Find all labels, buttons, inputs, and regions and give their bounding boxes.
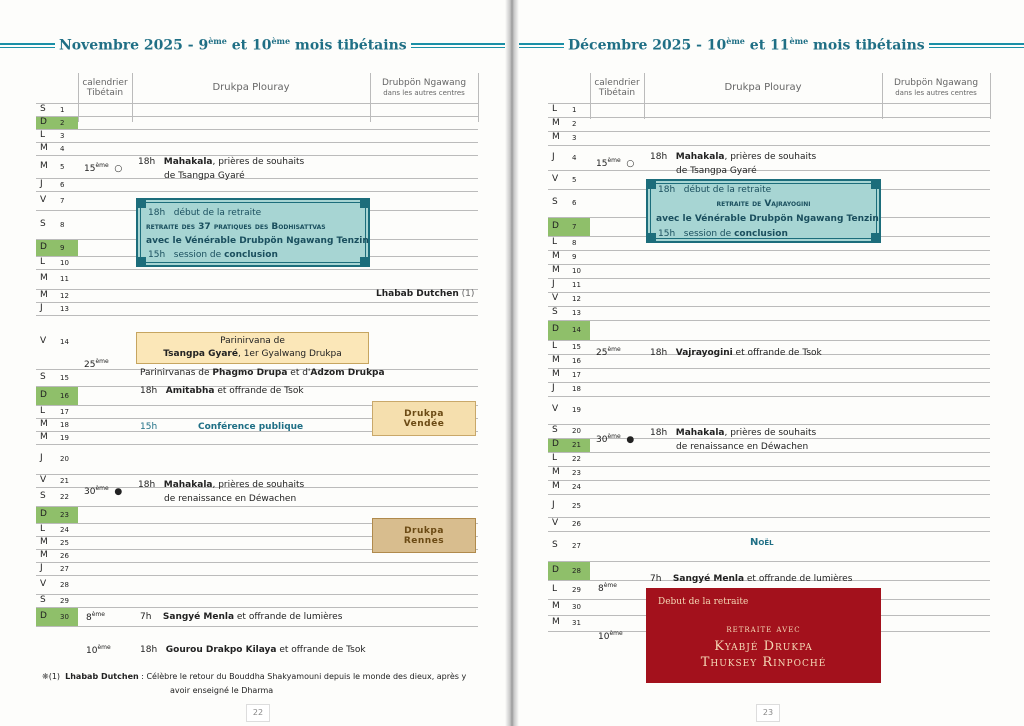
grid-line xyxy=(478,73,479,122)
retreat-title: retraite de Vajrayogini xyxy=(716,199,811,209)
day-number: 20 xyxy=(572,427,581,435)
weekday-letter: M xyxy=(40,549,48,560)
col-right-header: Drubpön Ngawang dans les autres centres xyxy=(381,78,467,97)
day-number: 14 xyxy=(572,326,581,334)
grid-line xyxy=(548,382,990,383)
day-number: 1 xyxy=(60,105,65,114)
grid-line xyxy=(548,145,990,146)
weekday-letter: M xyxy=(552,118,560,128)
lhabab-event: Lhabab Dutchen (1) xyxy=(376,289,475,299)
day-number: 10 xyxy=(60,258,69,267)
day-number: 19 xyxy=(60,433,69,442)
weekday-letter: V xyxy=(552,404,559,414)
grid-line xyxy=(36,315,478,316)
event-mahakala: 18h Mahakala, prières de souhaits xyxy=(650,152,817,162)
day-number: 29 xyxy=(572,585,581,594)
day-number: 28 xyxy=(572,566,581,575)
weekday-letter: S xyxy=(40,103,46,114)
weekday-letter: S xyxy=(552,197,558,207)
ornament xyxy=(360,257,368,265)
day-number: 13 xyxy=(572,309,581,317)
grid-line xyxy=(644,73,645,119)
weekday-letter: M xyxy=(552,265,560,275)
grid-line xyxy=(548,131,990,132)
day-number: 21 xyxy=(572,441,581,449)
ornament xyxy=(648,181,656,189)
weekday-letter: M xyxy=(552,355,560,365)
weekday-letter: S xyxy=(552,425,558,435)
tibetan-date: 30ème ● xyxy=(84,485,123,497)
day-number: 5 xyxy=(60,162,65,171)
event-mahakala: 18h Mahakala, prières de souhaits xyxy=(650,428,817,438)
day-number: 23 xyxy=(60,510,69,519)
event-amitabha: 18h Amitabha et offrande de Tsok xyxy=(140,386,304,396)
grid-line xyxy=(36,103,478,104)
event-kilaya: 18h Gourou Drakpo Kilaya et offrande de Tsok xyxy=(140,645,366,655)
weekday-letter: D xyxy=(40,610,47,621)
day-number: 3 xyxy=(60,131,65,140)
day-number: 17 xyxy=(60,407,69,416)
left-header xyxy=(0,36,510,54)
tibetan-date: 8ème xyxy=(86,611,105,623)
weekday-letter: J xyxy=(552,499,555,510)
weekday-letter: V xyxy=(40,336,47,346)
tibetan-date: 15ème ○ xyxy=(596,157,635,169)
weekday-letter: L xyxy=(552,583,558,594)
weekday-letter: L xyxy=(40,256,46,267)
header-rule xyxy=(0,43,55,48)
day-number: 10 xyxy=(572,267,581,275)
day-number: 17 xyxy=(572,371,581,379)
grid-line xyxy=(36,626,478,627)
event-sangye-menla: 7h Sangyé Menla et offrande de lumières xyxy=(140,612,343,622)
day-number: 23 xyxy=(572,469,581,477)
banner-line: retraite avec xyxy=(726,624,801,635)
event-mahakala: 18h Mahakala, prières de souhaits xyxy=(138,157,305,167)
weekday-letter: L xyxy=(40,523,46,534)
left-page xyxy=(0,0,510,726)
day-number: 12 xyxy=(60,291,69,300)
event-vajrayogini: 18h Vajrayogini et offrande de Tsok xyxy=(650,348,822,358)
tibetan-date: 8ème xyxy=(598,582,617,594)
day-number: 19 xyxy=(572,406,581,414)
tibetan-date: 25ème xyxy=(596,346,621,358)
rinpoche-retreat-banner xyxy=(646,588,881,683)
weekday-letter: S xyxy=(40,371,46,382)
grid-line xyxy=(548,531,990,532)
tibetan-date: 30ème ● xyxy=(596,433,635,445)
banner-name: Kyabjé Drukpa xyxy=(714,639,813,654)
weekday-letter: M xyxy=(40,418,48,429)
conference-title: Conférence publique xyxy=(198,422,304,432)
grid-line xyxy=(548,292,990,293)
day-number: 30 xyxy=(60,612,69,621)
right-header xyxy=(514,36,1024,54)
day-number: 27 xyxy=(60,564,69,573)
grid-line xyxy=(548,170,990,171)
retreat-teacher: avec le Vénérable Drubpön Ngawang Tenzin xyxy=(656,214,879,224)
day-number: 8 xyxy=(572,239,577,247)
day-number: 1 xyxy=(572,106,577,114)
day-number: 9 xyxy=(60,243,65,252)
grid-line xyxy=(548,320,990,321)
drukpa-vendee-badge: Drukpa Vendée xyxy=(372,401,476,436)
weekday-letter: M xyxy=(40,536,48,547)
weekday-letter: L xyxy=(552,453,558,463)
weekday-letter: S xyxy=(40,490,46,501)
retreat-box xyxy=(136,198,370,267)
grid-line xyxy=(548,103,990,104)
grid-line xyxy=(36,302,478,303)
grid-line xyxy=(36,142,478,143)
retreat-line: 18h début de la retraite xyxy=(658,185,772,195)
grid-line xyxy=(36,594,478,595)
day-number: 14 xyxy=(60,338,69,346)
grid-line xyxy=(590,73,591,119)
weekday-letter: J xyxy=(40,453,43,463)
weekday-letter: M xyxy=(40,289,48,300)
retreat-line: 15h session de conclusion xyxy=(148,250,278,260)
day-number: 15 xyxy=(572,343,581,351)
weekday-letter: M xyxy=(552,132,560,142)
grid-line xyxy=(548,396,990,397)
day-number: 24 xyxy=(572,483,581,491)
col-tibetan-header: calendrier Tibétain xyxy=(82,78,128,98)
col-right-header: Drubpön Ngawang dans les autres centres xyxy=(893,78,979,97)
weekday-letter: S xyxy=(40,218,46,229)
retreat-line: 15h session de conclusion xyxy=(658,229,788,239)
drukpa-rennes-badge: Drukpa Rennes xyxy=(372,518,476,553)
grid-line xyxy=(548,306,990,307)
page-title: Décembre 2025 - 10ème et 11ème mois tibétains xyxy=(568,36,925,54)
weekday-letter: V xyxy=(552,173,559,184)
page-title: Novembre 2025 - 9ème et 10ème mois tibétains xyxy=(59,36,407,54)
day-number: 21 xyxy=(60,476,69,485)
day-number: 8 xyxy=(60,220,65,229)
ornament xyxy=(138,257,146,265)
header-rule xyxy=(929,43,1024,48)
day-number: 16 xyxy=(572,357,581,365)
weekday-letter: D xyxy=(40,508,47,519)
grid-line xyxy=(36,506,478,507)
weekday-letter: J xyxy=(552,383,555,393)
weekday-letter: M xyxy=(40,142,48,153)
day-number: 18 xyxy=(60,420,69,429)
noel-event: Noël xyxy=(750,537,774,548)
weekday-letter: M xyxy=(552,481,560,491)
event-mahakala: 18h Mahakala, prières de souhaits xyxy=(138,480,305,490)
grid-line xyxy=(548,480,990,481)
tibetan-date: 25ème xyxy=(84,358,109,370)
retreat-line: 18h début de la retraite xyxy=(148,208,262,218)
page-number: 22 xyxy=(246,704,270,722)
grid-line xyxy=(36,474,478,475)
grid-line xyxy=(548,452,990,453)
parinirvana-line: Tsangpa Gyaré, 1er Gyalwang Drukpa xyxy=(163,349,342,359)
tibetan-date: 15ème ○ xyxy=(84,162,123,174)
grid-line xyxy=(548,250,990,251)
day-number: 24 xyxy=(60,525,69,534)
banner-line: Debut de la retraite xyxy=(658,597,749,607)
weekday-letter: M xyxy=(40,273,48,283)
grid-line xyxy=(132,73,133,122)
day-number: 31 xyxy=(572,619,581,627)
weekday-letter: S xyxy=(40,594,46,605)
banner-name: Thuksey Rinpoché xyxy=(700,655,827,670)
right-page xyxy=(514,0,1024,726)
ornament xyxy=(871,233,879,241)
day-number: 25 xyxy=(572,501,581,510)
grid-line xyxy=(370,73,371,122)
weekday-letter: M xyxy=(552,601,560,611)
day-number: 2 xyxy=(572,120,577,128)
page-number: 23 xyxy=(756,704,780,722)
parinirvanas-event: Parinirvanas de Phagmo Drupa et d'Adzom Drukpa xyxy=(140,368,385,378)
ornament xyxy=(648,233,656,241)
weekday-letter: S xyxy=(552,307,558,317)
footnote-line: avoir enseigné le Dharma xyxy=(170,686,274,695)
grid-line xyxy=(36,155,478,156)
grid-line xyxy=(548,424,990,425)
day-number: 15 xyxy=(60,373,69,382)
grid-line xyxy=(36,116,478,117)
day-number: 12 xyxy=(572,295,581,303)
weekday-letter: M xyxy=(552,467,560,477)
conference-event: 15h xyxy=(140,422,158,432)
grid-line xyxy=(548,264,990,265)
grid-line xyxy=(78,73,79,122)
grid-line xyxy=(548,561,990,562)
day-number: 29 xyxy=(60,596,69,605)
weekday-letter: J xyxy=(40,302,43,313)
day-number: 13 xyxy=(60,304,69,313)
day-number: 27 xyxy=(572,542,581,550)
weekday-letter: L xyxy=(552,341,558,351)
weekday-letter: L xyxy=(40,129,46,140)
day-number: 22 xyxy=(572,455,581,463)
day-number: 16 xyxy=(60,391,69,400)
grid-line xyxy=(36,562,478,563)
weekday-letter: S xyxy=(552,540,558,550)
ornament xyxy=(871,181,879,189)
day-number: 6 xyxy=(572,199,577,207)
parinirvana-line: Parinirvana de xyxy=(220,336,285,346)
weekday-letter: D xyxy=(40,389,47,400)
grid-line xyxy=(548,494,990,495)
grid-line xyxy=(36,191,478,192)
weekday-letter: D xyxy=(40,241,47,252)
weekday-letter: M xyxy=(40,431,48,442)
book-spine xyxy=(505,0,519,726)
header-rule xyxy=(514,43,564,48)
weekday-letter: D xyxy=(552,220,559,231)
weekday-letter: D xyxy=(552,439,559,449)
event-line: de renaissance en Déwachen xyxy=(164,494,297,504)
weekday-letter: V xyxy=(40,474,47,485)
weekday-letter: V xyxy=(40,578,47,589)
ornament xyxy=(360,200,368,208)
weekday-letter: L xyxy=(40,405,46,416)
weekday-letter: M xyxy=(552,617,560,627)
day-number: 4 xyxy=(572,153,577,162)
day-number: 30 xyxy=(572,603,581,611)
day-number: 26 xyxy=(572,520,581,528)
day-number: 20 xyxy=(60,455,69,463)
grid-line xyxy=(990,73,991,119)
retreat-title: retraite des 37 pratiques des Bodhisattvas xyxy=(146,222,326,232)
grid-line xyxy=(36,575,478,576)
day-number: 18 xyxy=(572,385,581,393)
grid-line xyxy=(548,517,990,518)
day-number: 5 xyxy=(572,175,577,184)
weekday-letter: L xyxy=(552,104,558,114)
weekday-letter: D xyxy=(552,324,559,334)
day-number: 9 xyxy=(572,253,577,261)
event-line: de Tsangpa Gyaré xyxy=(676,166,757,176)
tibetan-date: 10ème xyxy=(86,644,111,656)
weekday-letter: V xyxy=(552,518,559,528)
weekday-letter: V xyxy=(40,194,47,205)
grid-line xyxy=(882,73,883,119)
tibetan-date: 10ème xyxy=(598,630,623,642)
grid-line xyxy=(548,466,990,467)
retreat-box xyxy=(646,179,881,243)
grid-line xyxy=(548,278,990,279)
day-number: 28 xyxy=(60,580,69,589)
day-number: 11 xyxy=(572,281,581,289)
weekday-letter: J xyxy=(552,151,555,162)
retreat-teacher: avec le Vénérable Drubpön Ngawang Tenzin xyxy=(146,236,369,246)
weekday-letter: M xyxy=(40,160,48,171)
day-number: 25 xyxy=(60,538,69,547)
grid-line xyxy=(36,269,478,270)
weekday-letter: V xyxy=(552,293,559,303)
ornament xyxy=(138,200,146,208)
col-main-header: Drukpa Plouray xyxy=(724,82,802,93)
weekday-letter: M xyxy=(552,369,560,379)
day-number: 26 xyxy=(60,551,69,560)
grid-line xyxy=(36,444,478,445)
day-number: 11 xyxy=(60,275,69,283)
weekday-letter: D xyxy=(552,564,559,575)
day-number: 7 xyxy=(60,196,65,205)
weekday-letter: J xyxy=(552,279,555,289)
col-main-header: Drukpa Plouray xyxy=(212,82,290,93)
header-rule xyxy=(411,43,510,48)
day-number: 6 xyxy=(60,180,65,189)
weekday-letter: J xyxy=(40,562,43,573)
weekday-letter: L xyxy=(552,237,558,247)
grid-line xyxy=(36,178,478,179)
weekday-letter: J xyxy=(40,178,43,189)
grid-line xyxy=(548,340,990,341)
parinirvana-box xyxy=(136,332,369,364)
event-line: de Tsangpa Gyaré xyxy=(164,171,245,181)
event-sangye-menla: 7h Sangyé Menla et offrande de lumières xyxy=(650,574,853,584)
col-tibetan-header: calendrier Tibétain xyxy=(594,78,640,98)
grid-line xyxy=(548,117,990,118)
day-number: 7 xyxy=(572,222,577,231)
day-number: 3 xyxy=(572,134,577,142)
day-number: 4 xyxy=(60,144,65,153)
weekday-letter: D xyxy=(40,116,47,127)
grid-line xyxy=(36,129,478,130)
weekday-letter: M xyxy=(552,251,560,261)
day-number: 2 xyxy=(60,118,65,127)
grid-line xyxy=(36,607,478,608)
day-number: 22 xyxy=(60,492,69,501)
grid-line xyxy=(548,368,990,369)
event-line: de renaissance en Déwachen xyxy=(676,442,809,452)
footnote: ❋(1) Lhabab Dutchen : Célèbre le retour du Bouddha Shakyamouni depuis le monde des dieux, après y xyxy=(42,672,467,681)
